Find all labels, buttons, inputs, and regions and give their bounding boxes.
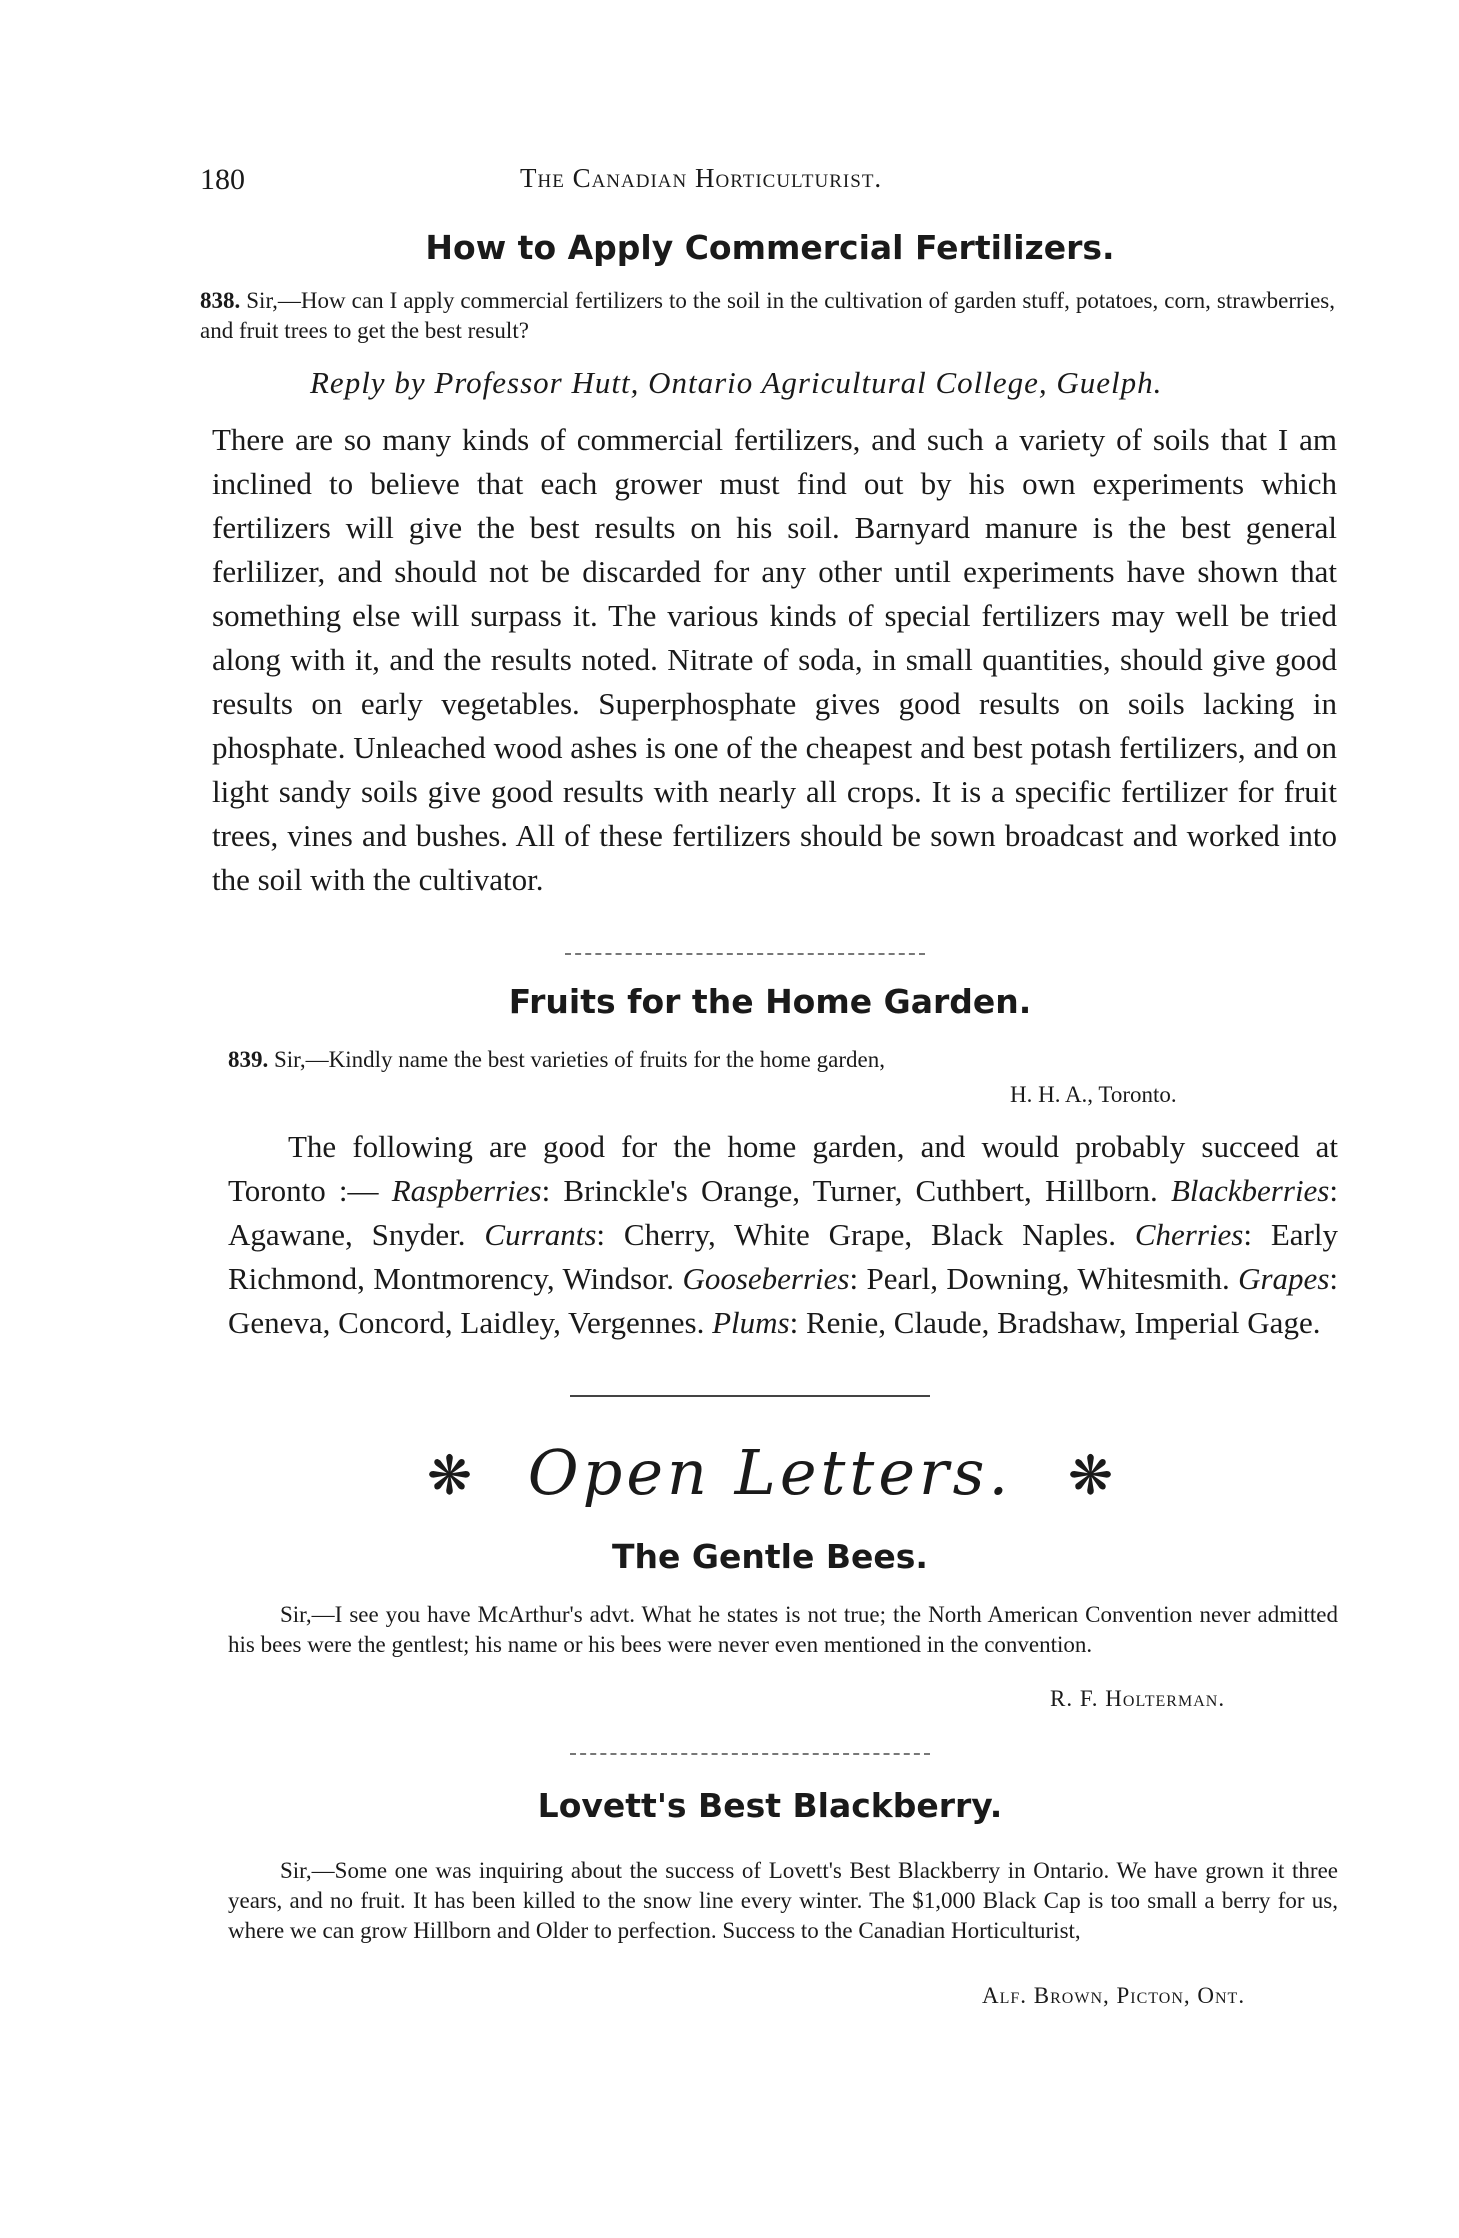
section-title-blackberry: Lovett's Best Blackberry. — [537, 1786, 1003, 1825]
fruit-item: Raspberries: Brinckle's Orange, Turner, Cuthbert, Hillborn. — [391, 1173, 1158, 1208]
fruit-name: Raspberries — [391, 1173, 542, 1208]
question-839 — [228, 1045, 1338, 1075]
fruit-varieties: Early Richmond, Montmorency, Windsor. — [228, 1217, 1338, 1296]
letter-bees: Sir,—I see you have McArthur's advt. What he states is not true; the North American Convention never admitted his bees were the gentlest; his name or his bees were never even mentioned in the convention. — [228, 1602, 1338, 1657]
section-divider — [570, 1395, 930, 1397]
reply-attribution: Reply by Professor Hutt, Ontario Agricultural College, Guelph. — [310, 365, 1163, 400]
letter-signature: Alf. Brown, Picton, Ont. — [982, 1983, 1246, 2008]
fruit-item: Blackberries: Agawane, Snyder. — [228, 1173, 1338, 1252]
fruit-item: Grapes: Geneva, Concord, Laidley, Vergennes. — [228, 1261, 1339, 1340]
section-divider — [570, 1753, 930, 1755]
fruit-item: Currants: Cherry, White Grape, Black Naples. — [484, 1217, 1116, 1252]
section-title-fertilizers: How to Apply Commercial Fertilizers. — [425, 228, 1115, 267]
answer-intro: The following are good for the home garden, and would probably succeed at Toronto :— — [228, 1129, 1338, 1208]
letter-blackberry: Sir,—Some one was inquiring about the success of Lovett's Best Blackberry in Ontario. We have grown it three years, and no fruit. It has been killed to the snow line every winter. The $1,000 Black Cap is too small a berry for us, where we can grow Hillborn and Older to perfection. Success to the Canadian Horticulturist, — [228, 1858, 1338, 1943]
open-letters-banner — [200, 1436, 1340, 1509]
ornament-star-icon: ❋ — [1067, 1444, 1114, 1507]
fruit-list — [228, 1173, 1338, 1340]
fruit-item: Gooseberries: Pearl, Downing, Whitesmith. — [682, 1261, 1230, 1296]
fruit-varieties: Renie, Claude, Bradshaw, Imperial Gage. — [805, 1305, 1321, 1340]
letter-signature: R. F. Holterman. — [1050, 1686, 1226, 1711]
fruit-name: Currants — [484, 1217, 597, 1252]
fruit-name: Grapes — [1238, 1261, 1330, 1296]
fruit-name: Plums — [712, 1305, 790, 1340]
answer-fruits — [228, 1125, 1338, 1345]
fruit-item: Plums: Renie, Claude, Bradshaw, Imperial Gage. — [712, 1305, 1321, 1340]
question-number: 838. — [200, 288, 241, 313]
fruit-varieties: Cherry, White Grape, Black Naples. — [623, 1217, 1116, 1252]
fruit-name: Cherries — [1134, 1217, 1244, 1252]
answer-fertilizers: There are so many kinds of commercial fertilizers, and such a variety of soils that I am inclined to believe that each grower must find out by his own experiments which fertilizers will give the best results on his soil. Barnyard manure is the best general ferlilizer, and should not be discarded for any other until experiments have shown that something else will surpass it. The various kinds of special fertilizers may well be tried along with it, and the results noted. Nitrate of soda, in small quantities, should give good results on early vegetables. Superphosphate gives good results on soils lacking in phosphate. Unleached wood ashes is one of the cheapest and best potash fertilizers, and on light sandy soils give good results with nearly all crops. It is a specific fertilizer for fruit trees, vines and bushes. All of these fertilizers should be sown broadcast and worked into the soil with the cultivator. — [212, 422, 1337, 897]
open-letters-title: Open Letters. — [527, 1436, 1013, 1509]
fruit-item: Cherries: Early Richmond, Montmorency, Windsor. — [228, 1217, 1338, 1296]
fruit-varieties: Brinckle's Orange, Turner, Cuthbert, Hillborn. — [563, 1173, 1158, 1208]
question-text: Sir,—How can I apply commercial fertilizers to the soil in the cultivation of garden stuff, potatoes, corn, strawberries, and fruit trees to get the best result? — [200, 288, 1336, 343]
fruit-name: Blackberries — [1170, 1173, 1330, 1208]
fruit-varieties: Pearl, Downing, Whitesmith. — [866, 1261, 1230, 1296]
question-text: Sir,—Kindly name the best varieties of fruits for the home garden, — [274, 1047, 885, 1072]
question-number: 839. — [228, 1047, 269, 1072]
running-title: The Canadian Horticulturist. — [520, 163, 883, 193]
section-divider — [565, 953, 925, 955]
section-title-fruits: Fruits for the Home Garden. — [508, 982, 1032, 1021]
page-number: 180 — [200, 163, 245, 196]
fruit-varieties: Agawane, Snyder. — [228, 1217, 466, 1252]
section-title-bees: The Gentle Bees. — [612, 1537, 928, 1576]
fruit-varieties: Geneva, Concord, Laidley, Vergennes. — [228, 1305, 705, 1340]
ornament-star-icon: ❋ — [426, 1444, 473, 1507]
question-838 — [200, 286, 1335, 346]
question-signature: H. H. A., Toronto. — [1010, 1082, 1177, 1107]
fruit-name: Gooseberries — [682, 1261, 850, 1296]
